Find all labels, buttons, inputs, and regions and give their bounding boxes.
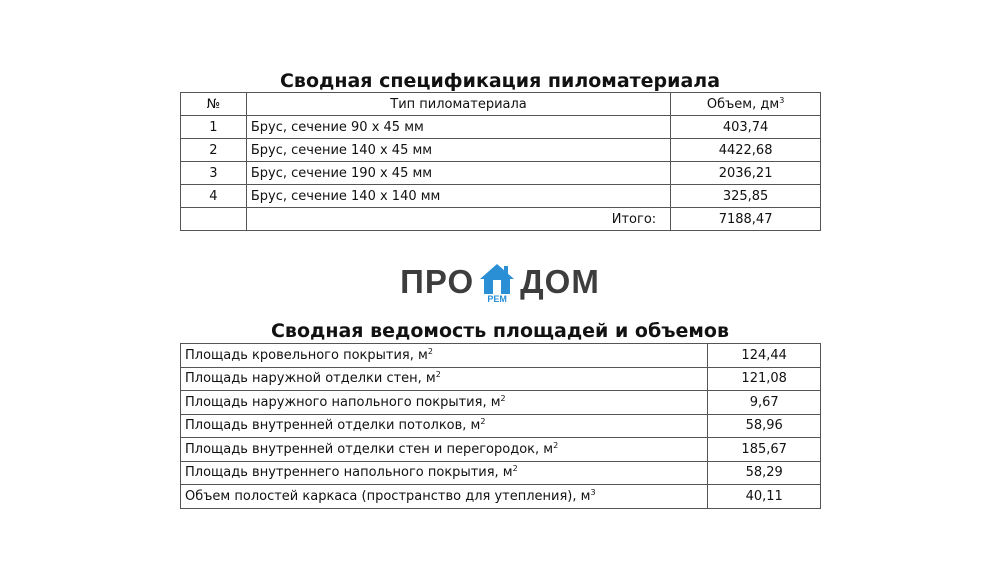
area-value: 40,11 (708, 485, 821, 509)
header-volume-sup: 3 (779, 95, 785, 105)
area-label-text: Площадь наружной отделки стен, м (185, 371, 436, 387)
area-label-text: Площадь внутреннего напольного покрытия, м (185, 465, 513, 481)
pro-dom-logo (0, 262, 1000, 302)
table-row (181, 185, 821, 208)
row-volume: 403,74 (671, 116, 821, 139)
area-value: 121,08 (708, 367, 821, 391)
header-volume-label: Объем, дм (706, 96, 780, 112)
area-label (181, 485, 708, 509)
table-row (181, 438, 821, 462)
total-empty-cell (181, 208, 247, 231)
total-row (181, 208, 821, 231)
header-num: № (181, 93, 247, 116)
table-row (181, 139, 821, 162)
unit-sup: 2 (553, 440, 559, 450)
row-num: 4 (181, 185, 247, 208)
areas-title: Сводная ведомость площадей и объемов (270, 320, 730, 342)
table-header-row (181, 93, 821, 116)
areas-table (180, 343, 821, 509)
table-row (181, 344, 821, 368)
table-row (181, 391, 821, 415)
row-type: Брус, сечение 140 х 140 мм (246, 185, 670, 208)
row-num: 2 (181, 139, 247, 162)
row-volume: 4422,68 (671, 139, 821, 162)
area-value: 9,67 (708, 391, 821, 415)
row-type: Брус, сечение 140 х 45 мм (246, 139, 670, 162)
table-row (181, 116, 821, 139)
table-row (181, 461, 821, 485)
unit-sup: 2 (500, 393, 506, 403)
spec-title: Сводная спецификация пиломатериала (279, 70, 721, 92)
total-label: Итого: (246, 208, 670, 231)
row-num: 1 (181, 116, 247, 139)
unit-sup: 2 (435, 370, 441, 380)
area-label (181, 391, 708, 415)
header-volume (671, 93, 821, 116)
area-value: 58,96 (708, 414, 821, 438)
row-num: 3 (181, 162, 247, 185)
area-value: 58,29 (708, 461, 821, 485)
table-row (181, 414, 821, 438)
area-value: 185,67 (708, 438, 821, 462)
house-icon (478, 262, 516, 302)
unit-sup: 3 (590, 487, 596, 497)
unit-sup: 2 (480, 417, 486, 427)
area-label (181, 367, 708, 391)
row-volume: 2036,21 (671, 162, 821, 185)
unit-sup: 2 (512, 464, 518, 474)
header-type: Тип пиломатериала (246, 93, 670, 116)
unit-sup: 2 (427, 346, 433, 356)
logo-small-text: РЕМ (487, 294, 507, 304)
area-label-text: Площадь наружного напольного покрытия, м (185, 394, 501, 410)
row-volume: 325,85 (671, 185, 821, 208)
area-label-text: Объем полостей каркаса (пространство для утепления), м (185, 488, 591, 504)
area-label (181, 438, 708, 462)
row-type: Брус, сечение 190 х 45 мм (246, 162, 670, 185)
table-row (181, 367, 821, 391)
table-row (181, 162, 821, 185)
logo-text-right: ДОМ (520, 263, 600, 300)
area-label-text: Площадь внутренней отделки стен и перегородок, м (185, 441, 554, 457)
area-label-text: Площадь кровельного покрытия, м (185, 347, 428, 363)
area-value: 124,44 (708, 344, 821, 368)
logo-text-left: ПРО (400, 263, 475, 300)
area-label (181, 414, 708, 438)
area-label (181, 344, 708, 368)
lumber-spec-table (180, 92, 821, 231)
area-label-text: Площадь внутренней отделки потолков, м (185, 418, 481, 434)
total-value: 7188,47 (671, 208, 821, 231)
table-row (181, 485, 821, 509)
row-type: Брус, сечение 90 х 45 мм (246, 116, 670, 139)
area-label (181, 461, 708, 485)
